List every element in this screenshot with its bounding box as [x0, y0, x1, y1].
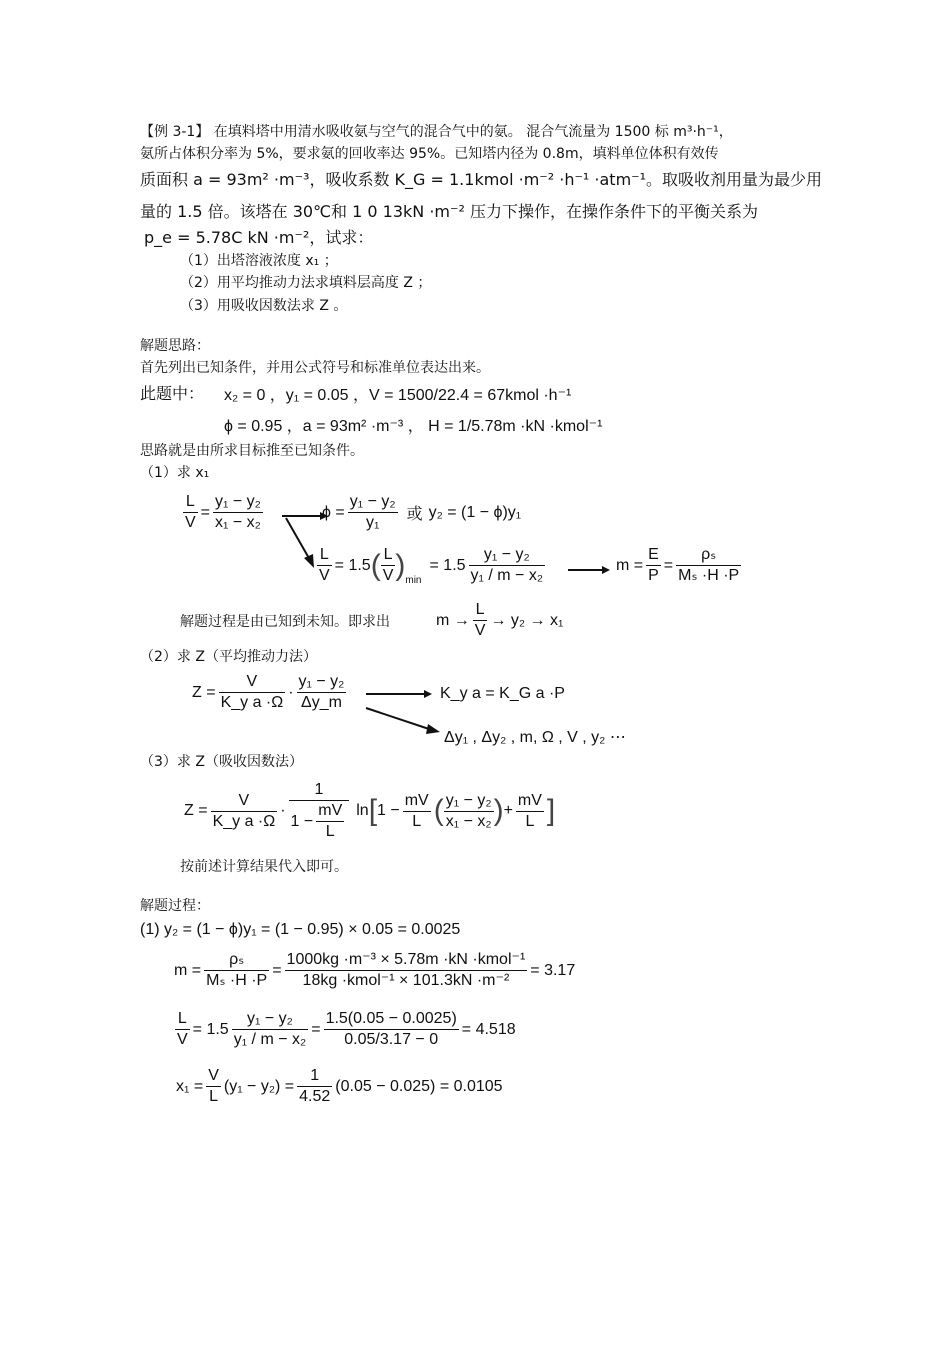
m-lhs: m =: [616, 556, 644, 574]
solution-m: m = $\frac{\text{ρₛ}}{\text{Mₛ ·H ·P}}$ = $\frac{\text{1000kg ·m⁻³ × 5.78m ·kN ·kmol⁻¹}}{\text{18kg ·kmol⁻¹ × 101.3kN ·m⁻²}}$ = 3.17: [174, 951, 576, 989]
frac-num: E: [646, 545, 661, 566]
solution-heading: 解题过程：: [140, 898, 210, 914]
frac-num: y₁ − y₂: [213, 492, 263, 513]
frac-num: y₁ − y₂: [348, 492, 398, 513]
frac-num: V: [219, 672, 286, 693]
frac-den: 4.52: [299, 1088, 331, 1105]
frac-den: y₁: [365, 514, 380, 531]
frac-num: V: [211, 791, 278, 812]
frac-den: Δy_m: [301, 694, 342, 711]
frac-den: 18kg ·kmol⁻¹ × 101.3kN ·m⁻²: [302, 972, 510, 989]
m-lhs: m =: [174, 961, 202, 979]
frac-num: ρₛ: [676, 545, 741, 566]
problem-line-2: 氨所占体积分率为 5%，要求氨的回收率达 95%。已知塔内径为 0.8m，填料单位体积有效传: [140, 146, 719, 162]
problem-line-5: p_e = 5.78C kN ·m⁻²，试求：: [144, 228, 374, 247]
approach-text: 思路就是由所求目标推至已知条件。: [140, 443, 364, 459]
z-lhs: Z =: [192, 683, 216, 701]
coef-text: = 1.5: [429, 556, 466, 574]
x1-mid: (y₁ − y₂) =: [223, 1077, 295, 1095]
question-3: （3）用吸收因数法求 Z 。: [180, 298, 348, 314]
frac-den: Mₛ ·H ·P: [206, 972, 268, 989]
frac-num: mV: [516, 791, 544, 812]
frac-num: y₁ − y₂: [232, 1009, 309, 1030]
m-result: = 3.17: [530, 961, 576, 979]
den-prefix: 1 −: [290, 812, 314, 830]
solution-lv: $\frac{L}{V}$ = 1.5 $\frac{\text{y₁ − y₂}}{\text{y₁ / m − x₂}}$ = $\frac{1.5(0.05 - 0.0025)}{0.05/3.17 - 0}$ = 4.518: [177, 1010, 516, 1048]
frac-den: y₁ / m − x₂: [233, 1031, 307, 1048]
frac-num: 1000kg ·m⁻³ × 5.78m ·kN ·kmol⁻¹: [285, 950, 528, 971]
frac-den: K_y a ·Ω: [212, 812, 276, 830]
step1-formula-lv: $\frac{L}{V}$ = $\frac{\text{y₁ − y₂}}{\text{x₁ − x₂}}$: [185, 493, 261, 531]
frac-num: V: [206, 1066, 221, 1087]
one-minus: 1 −: [377, 802, 400, 819]
problem-line-3: 质面积 a = 93m² ·m⁻³，吸收系数 K_G = 1.1kmol ·m⁻² ·h⁻¹ ·atm⁻¹。取吸收剂用量为最少用: [140, 170, 823, 189]
frac-den: 0.05/3.17 − 0: [344, 1031, 439, 1048]
step2-title: （2）求 Z（平均推动力法）: [140, 649, 317, 665]
given-label: 此题中：: [140, 384, 205, 403]
arrow-right-icon: [366, 690, 446, 740]
frac-num: y₁ − y₂: [444, 791, 494, 812]
frac-num: L: [183, 492, 198, 513]
step2-vars: Δy₁ , Δy₂ , m, Ω , V , y₂ ⋯: [444, 729, 626, 746]
frac-num: L: [175, 1009, 190, 1030]
frac-den: V: [382, 567, 394, 584]
given-line-1: x₂ = 0 ，y₁ = 0.05 ，V = 1500/22.4 = 67kmol ·h⁻¹: [224, 387, 572, 404]
given-line-2: ϕ = 0.95 ，a = 93m² ·m⁻³ ， H = 1/5.78m ·kN ·kmol⁻¹: [224, 418, 603, 435]
step1-formula-phi: [322, 492, 521, 533]
frac-num: mV: [403, 791, 431, 812]
arrow-right-icon: [568, 566, 618, 576]
frac-den: x₁ − x₂: [445, 812, 492, 830]
frac-den: V: [319, 567, 330, 584]
frac-den: x₁ − x₂: [215, 514, 261, 531]
coef-text: = 1.5: [334, 556, 371, 574]
ln-text: ln: [356, 802, 369, 819]
step3-note: 按前述计算结果代入即可。: [180, 859, 348, 875]
step3-title: （3）求 Z（吸收因数法）: [140, 754, 303, 770]
frac-num: L: [381, 545, 396, 566]
step1-formula-m: m = $\frac{E}{P}$ = $\frac{\text{ρₛ}}{\text{Mₛ ·H ·P}}$: [616, 546, 740, 584]
frac-num: mV: [316, 801, 344, 822]
frac-num: ρₛ: [204, 950, 269, 971]
problem-line-1: 【例 3-1】 在填料塔中用清水吸收氨与空气的混合气中的氨。 混合气流量为 1500 标 m³·h⁻¹，: [140, 124, 733, 140]
frac-num: 1.5(0.05 − 0.0025): [324, 1009, 459, 1030]
y2-expr: y₂ = (1 − ϕ)y₁: [428, 503, 522, 521]
path-formula: [436, 600, 563, 641]
x1-result: (0.05 − 0.025) = 0.0105: [335, 1077, 503, 1095]
frac-num: 1: [297, 1066, 332, 1087]
step2-formula: Z = $\frac{V}{\text{K\_y a ·Ω}}$ · $\frac{\text{y₁ − y₂}}{\Delta y\_m}$: [192, 673, 345, 711]
thinking-intro: 首先列出已知条件，并用公式符号和标准单位表达出来。: [140, 360, 490, 376]
problem-line-4: 量的 1.5 倍。该塔在 30℃和 1 0 13kN ·m⁻² 压力下操作，在操作条件下的平衡关系为: [140, 202, 758, 221]
frac-den: L: [525, 812, 535, 830]
path-text: 解题过程是由已知到未知。即求出: [180, 614, 390, 630]
frac-den: L: [412, 812, 422, 830]
solution-x1: [176, 1066, 503, 1107]
frac-num: L: [473, 600, 488, 621]
thinking-heading: 解题思路：: [140, 338, 210, 354]
frac-den: P: [648, 567, 659, 584]
step1-title: （1）求 x₁: [140, 465, 210, 481]
coef-text: = 1.5: [192, 1020, 229, 1038]
frac-num: y₁ − y₂: [297, 672, 347, 693]
frac-den: V: [474, 622, 486, 639]
solution-line-1: (1) y₂ = (1 − ϕ)y₁ = (1 − 0.95) × 0.05 = 0.0025: [140, 921, 461, 938]
path-m: m →: [436, 611, 470, 629]
frac-den: V: [185, 514, 196, 531]
frac-den: y₁ / m − x₂: [470, 567, 544, 584]
question-2: （2）用平均推动力法求填料层高度 Z ；: [180, 275, 432, 291]
step2-kya: K_y a = K_G a ·P: [440, 685, 565, 702]
min-subscript: min: [405, 575, 422, 586]
path-tail: → y₂ → x₁: [490, 611, 564, 629]
lv-result: = 4.518: [461, 1020, 516, 1038]
question-1: （1）出塔溶液浓度 x₁ ；: [180, 253, 338, 269]
z-lhs: Z =: [184, 802, 208, 819]
frac-num: L: [317, 545, 332, 566]
frac-num: y₁ − y₂: [469, 545, 546, 566]
step1-formula-lvmin: $\frac{L}{V}$ = 1.5 ( $\frac{L}{V}$ ) min = 1.5 $\frac{\text{y₁ − y₂}}{\text{y₁ / m − x₂}}$: [319, 546, 544, 586]
plus-sign: +: [503, 802, 513, 819]
x1-lhs: x₁ =: [176, 1077, 204, 1095]
frac-den: Mₛ ·H ·P: [678, 567, 740, 584]
frac-den: L: [209, 1088, 218, 1105]
frac-den: V: [177, 1031, 188, 1048]
phi-lhs: ϕ =: [322, 503, 345, 521]
or-text: 或: [406, 506, 423, 523]
frac-den: L: [325, 823, 335, 840]
step3-formula: Z = $\frac{V}{\text{K\_y a ·Ω}}$ · 1 1 − $\frac{mV}{L}$ ln [ 1 − $\frac{mV}{L}$ ( $\frac{\text{y₁ − y₂}}{\text{x₁ − x₂}}$ ) + $\frac{mV}{L}$ ]: [184, 781, 556, 840]
frac-den: K_y a ·Ω: [220, 694, 284, 711]
frac-num: 1: [289, 780, 350, 801]
